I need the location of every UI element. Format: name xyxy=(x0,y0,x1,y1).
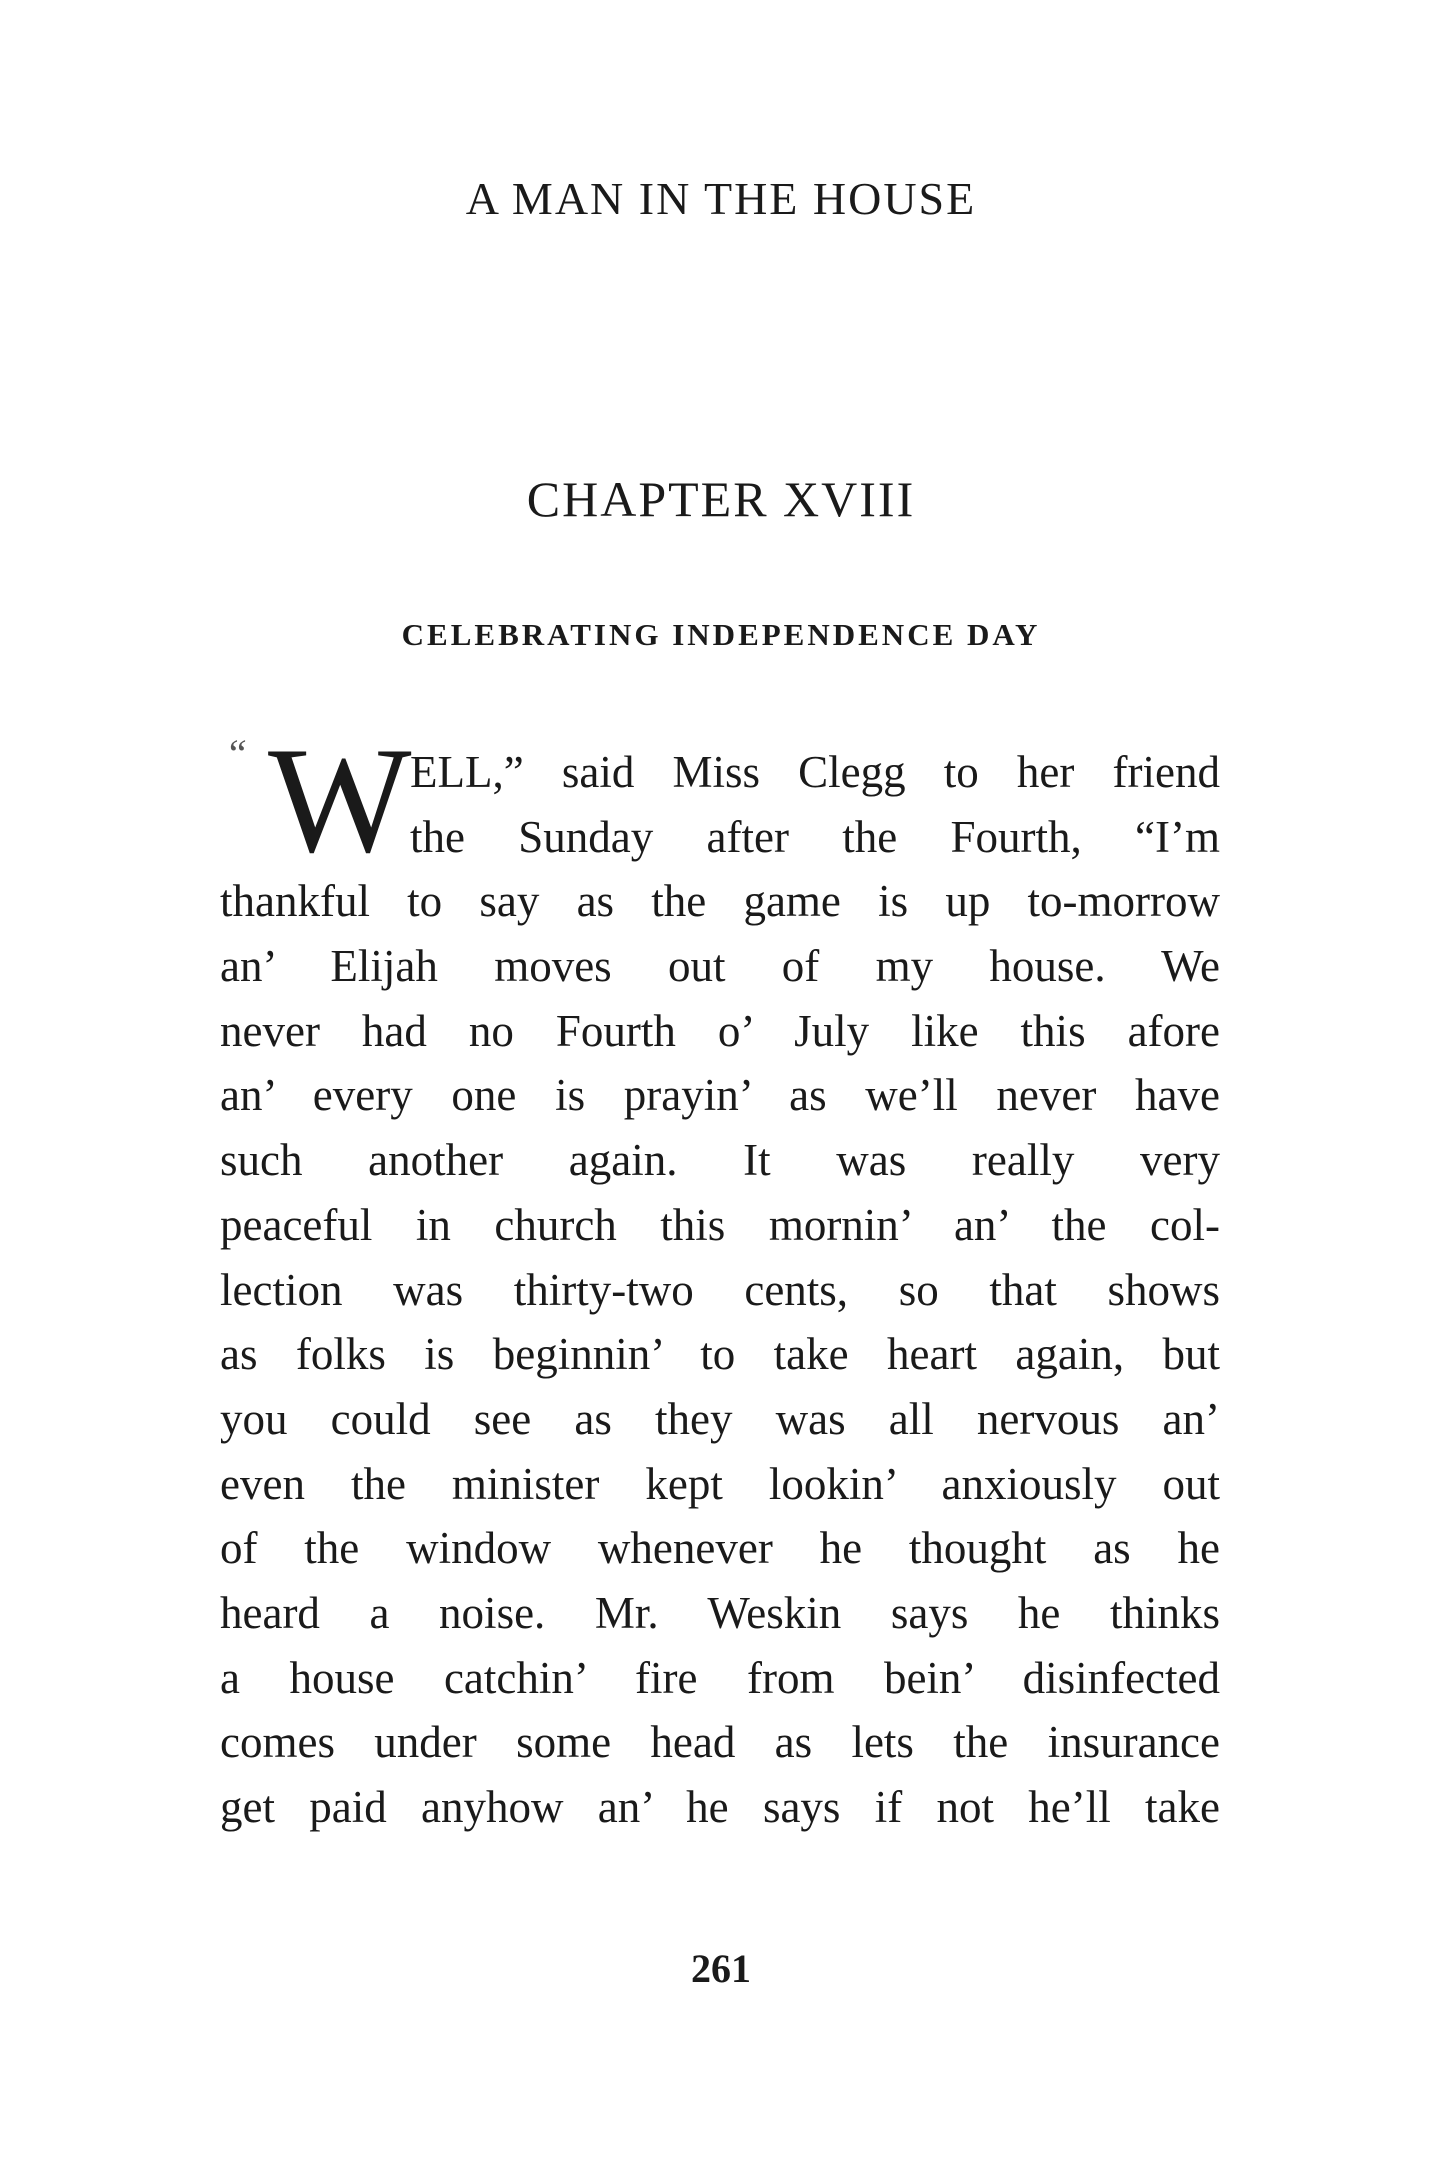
text-line: a house catchin’ fire from bein’ disinfected xyxy=(220,1652,1220,1703)
text-line: peaceful in church this mornin’ an’ the col- xyxy=(220,1199,1220,1250)
opening-quote-mark: “ xyxy=(225,731,248,776)
text-line: thankful to say as the game is up to-morrow xyxy=(220,876,1220,927)
text-line: an’ Elijah moves out of my house. We xyxy=(220,941,1220,992)
text-line: heard a noise. Mr. Weskin says he thinks xyxy=(220,1587,1220,1638)
body-paragraph xyxy=(220,740,1220,1840)
text-line: of the window whenever he thought as he xyxy=(220,1523,1220,1574)
text-line: comes under some head as lets the insurance xyxy=(220,1717,1220,1768)
text-line: you could see as they was all nervous an’ xyxy=(220,1393,1220,1444)
text-line: as folks is beginnin’ to take heart again, but xyxy=(220,1329,1220,1380)
text-line: get paid anyhow an’ he says if not he’ll take xyxy=(220,1782,1220,1832)
text-line: lection was thirty-two cents, so that shows xyxy=(220,1264,1220,1315)
text-line: never had no Fourth o’ July like this afore xyxy=(220,1005,1220,1056)
drop-cap: W xyxy=(268,716,412,884)
text-line: ELL,” said Miss Clegg to her friend xyxy=(410,747,1220,797)
text-line: the Sunday after the Fourth, “I’m xyxy=(410,811,1220,862)
text-line: such another again. It was really very xyxy=(220,1135,1220,1186)
chapter-subtitle: CELEBRATING INDEPENDENCE DAY xyxy=(401,617,1041,652)
running-head: A MAN IN THE HOUSE xyxy=(465,173,977,224)
text-line: even the minister kept lookin’ anxiously out xyxy=(220,1458,1220,1509)
page-number: 261 xyxy=(691,1946,751,1991)
chapter-title: CHAPTER XVIII xyxy=(526,471,916,527)
text-line: an’ every one is prayin’ as we’ll never have xyxy=(220,1070,1220,1121)
